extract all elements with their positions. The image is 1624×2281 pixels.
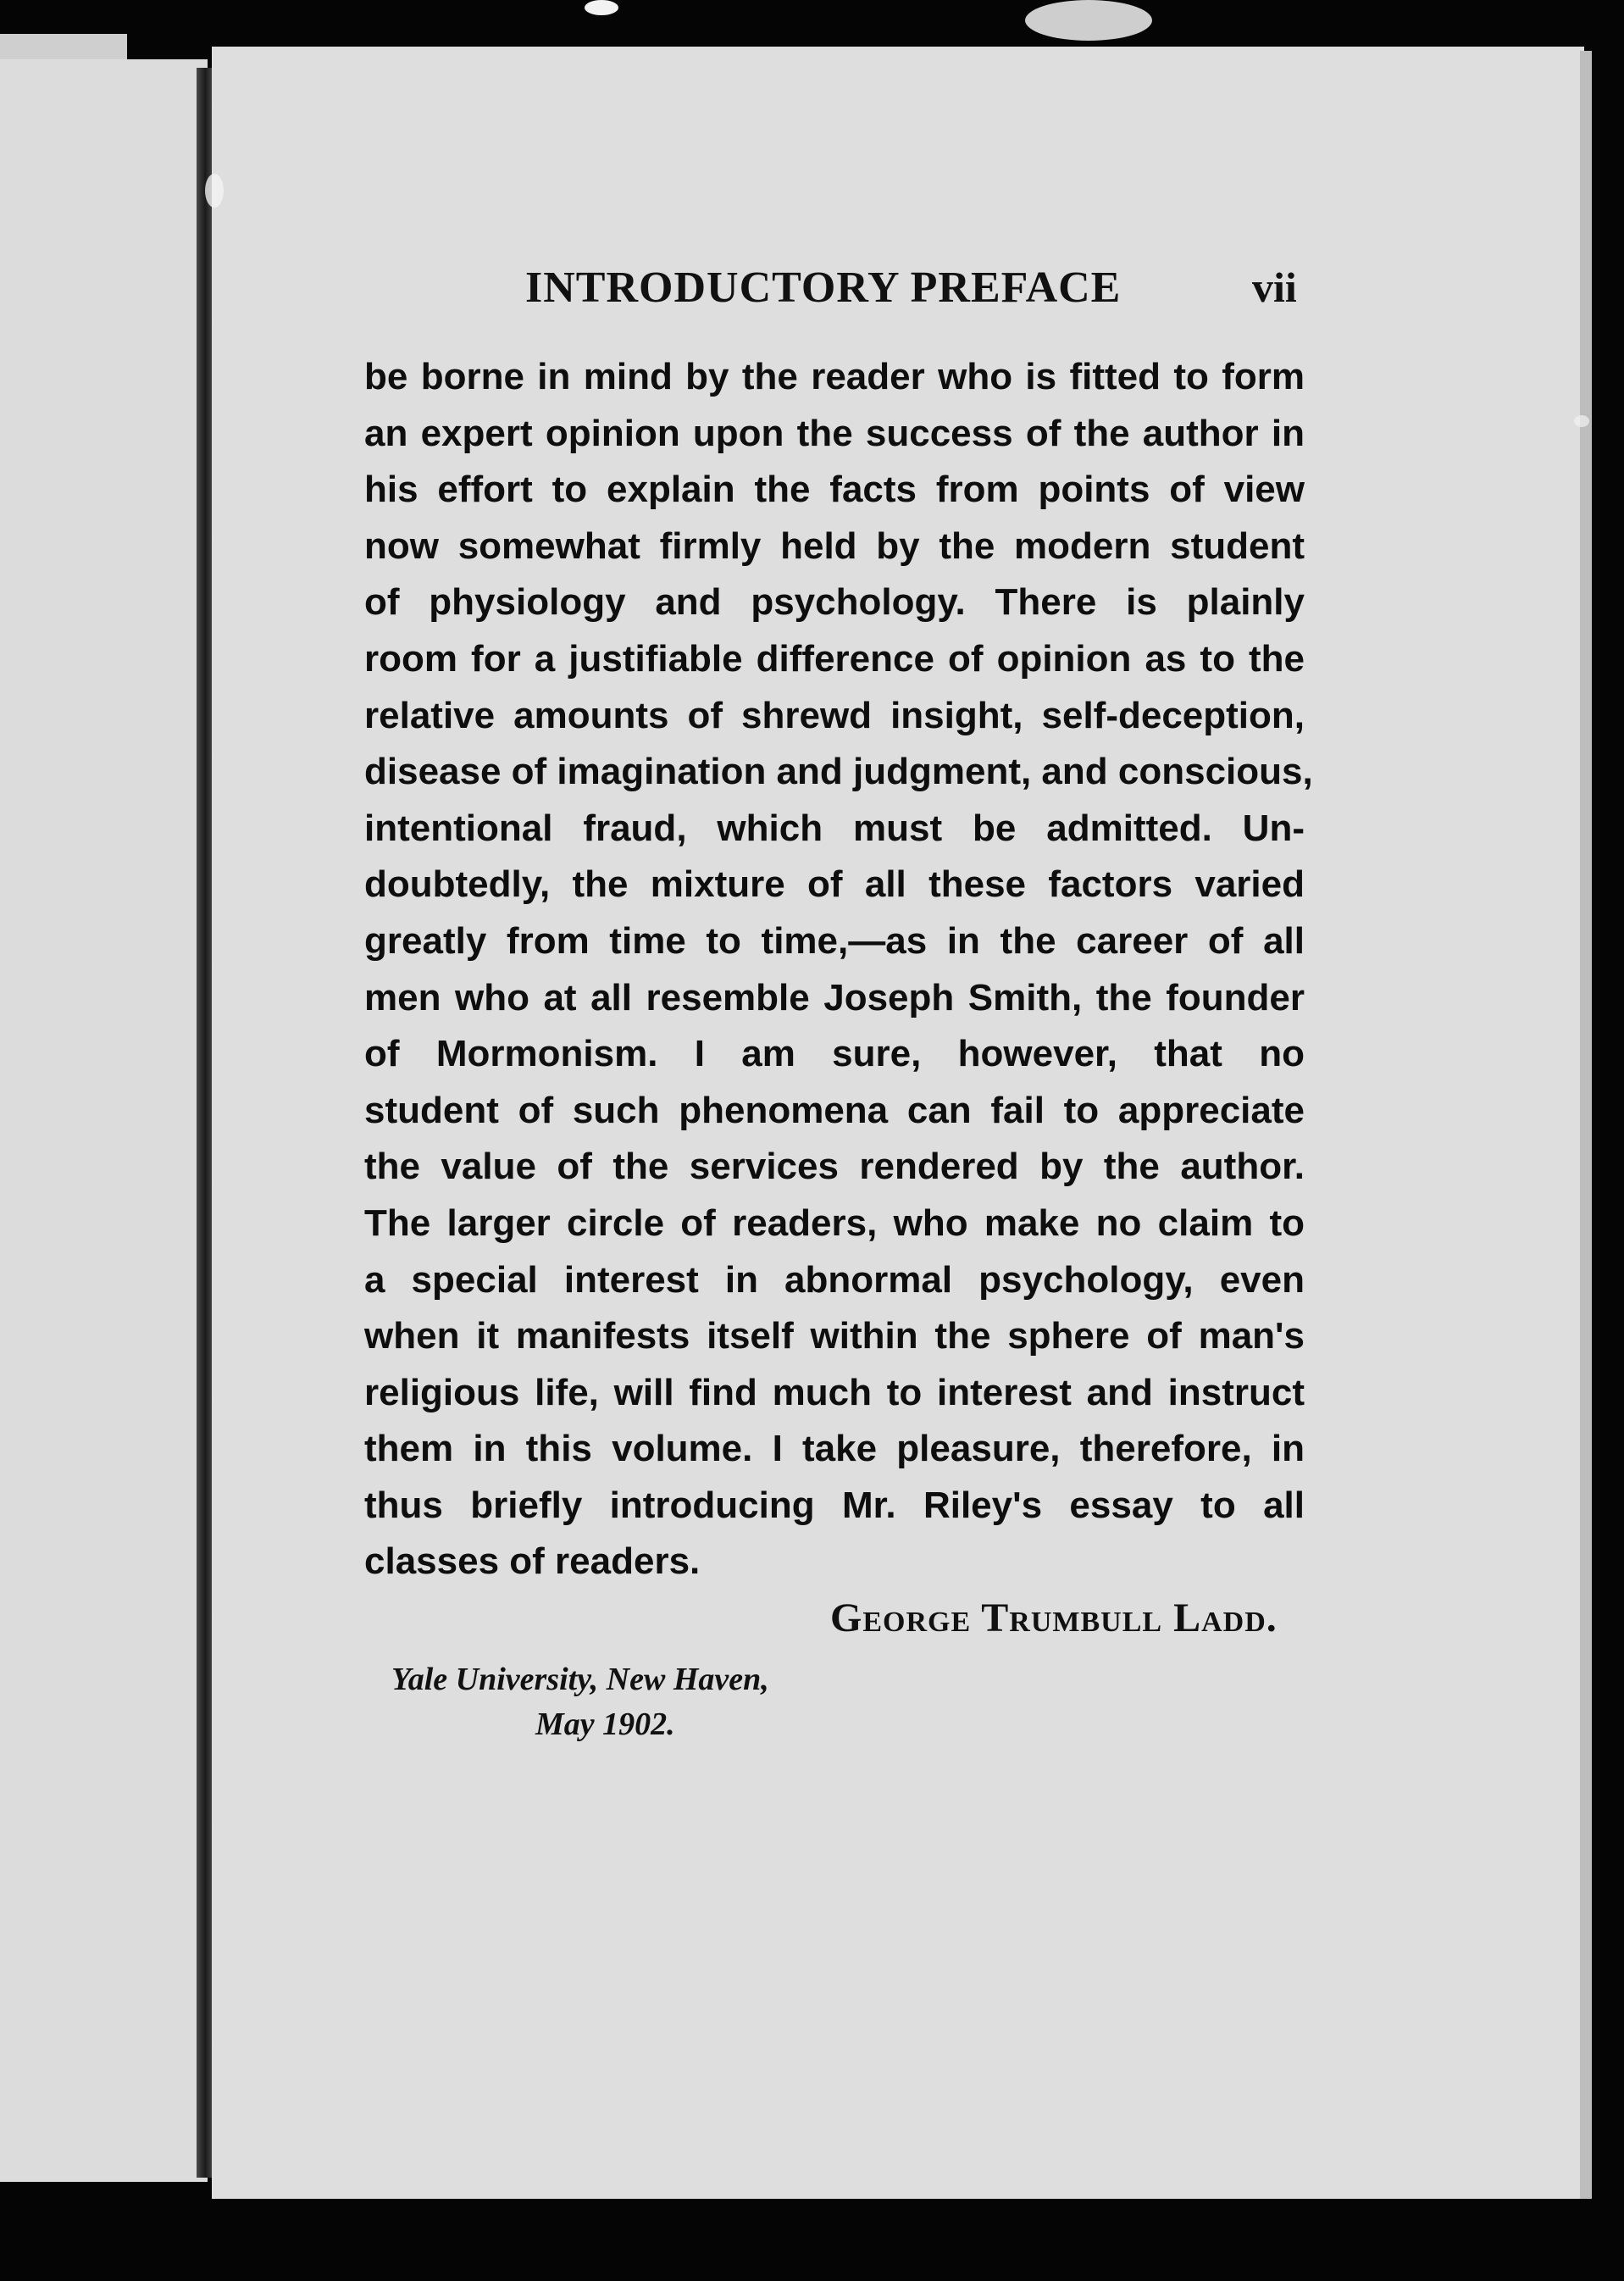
scan-speck <box>1574 415 1589 427</box>
text-line: doubtedly, the mixture of all these factors varied <box>364 863 1305 906</box>
text-line: room for a justifiable difference of opinion as to the <box>364 637 1305 680</box>
text-line: now somewhat firmly held by the modern student <box>364 524 1305 567</box>
text-line: greatly from time to time,—as in the career of all <box>364 919 1305 962</box>
text-line: student of such phenomena can fail to appreciate <box>364 1089 1305 1131</box>
running-head: INTRODUCTORY PREFACE <box>525 264 1122 312</box>
text-line: be borne in mind by the reader who is fitted to form <box>364 356 1305 397</box>
text-line: thus briefly introducing Mr. Riley's essay to all <box>364 1484 1305 1526</box>
left-page <box>0 59 208 2182</box>
text-line: The larger circle of readers, who make no claim to <box>364 1202 1305 1244</box>
text-line: religious life, will find much to interest and instruct <box>364 1371 1305 1413</box>
text-line: classes of readers. <box>364 1540 701 1583</box>
scan-speck <box>205 174 224 208</box>
author-signature: George Trumbull Ladd. <box>830 1596 1278 1640</box>
signature-place: Yale University, New Haven, <box>391 1662 769 1697</box>
text-line: men who at all resemble Joseph Smith, the founder <box>364 976 1305 1018</box>
scan-speck <box>585 0 618 15</box>
text-line: a special interest in abnormal psychology, even <box>364 1258 1305 1301</box>
right-page-edge <box>1580 51 1592 2199</box>
text-line: of physiology and psychology. There is plainly <box>364 581 1305 624</box>
text-line: the value of the services rendered by the author. <box>364 1146 1305 1188</box>
text-line: his effort to explain the facts from points of view <box>364 469 1305 511</box>
text-line: when it manifests itself within the sphere of man's <box>364 1315 1305 1357</box>
text-line: disease of imagination and judgment, and conscious, <box>364 751 1313 793</box>
text-line: of Mormonism. I am sure, however, that no <box>364 1033 1305 1075</box>
text-line: relative amounts of shrewd insight, self-deception, <box>364 694 1305 736</box>
text-line: them in this volume. I take pleasure, therefore, in <box>364 1428 1305 1470</box>
text-line: intentional fraud, which must be admitted. Un- <box>364 807 1305 849</box>
page-number: vii <box>1252 264 1297 311</box>
body-text <box>364 349 1313 1590</box>
scan-speck <box>1025 0 1152 41</box>
signature-date: May 1902. <box>535 1707 675 1742</box>
text-line: an expert opinion upon the success of the author in <box>364 412 1305 454</box>
